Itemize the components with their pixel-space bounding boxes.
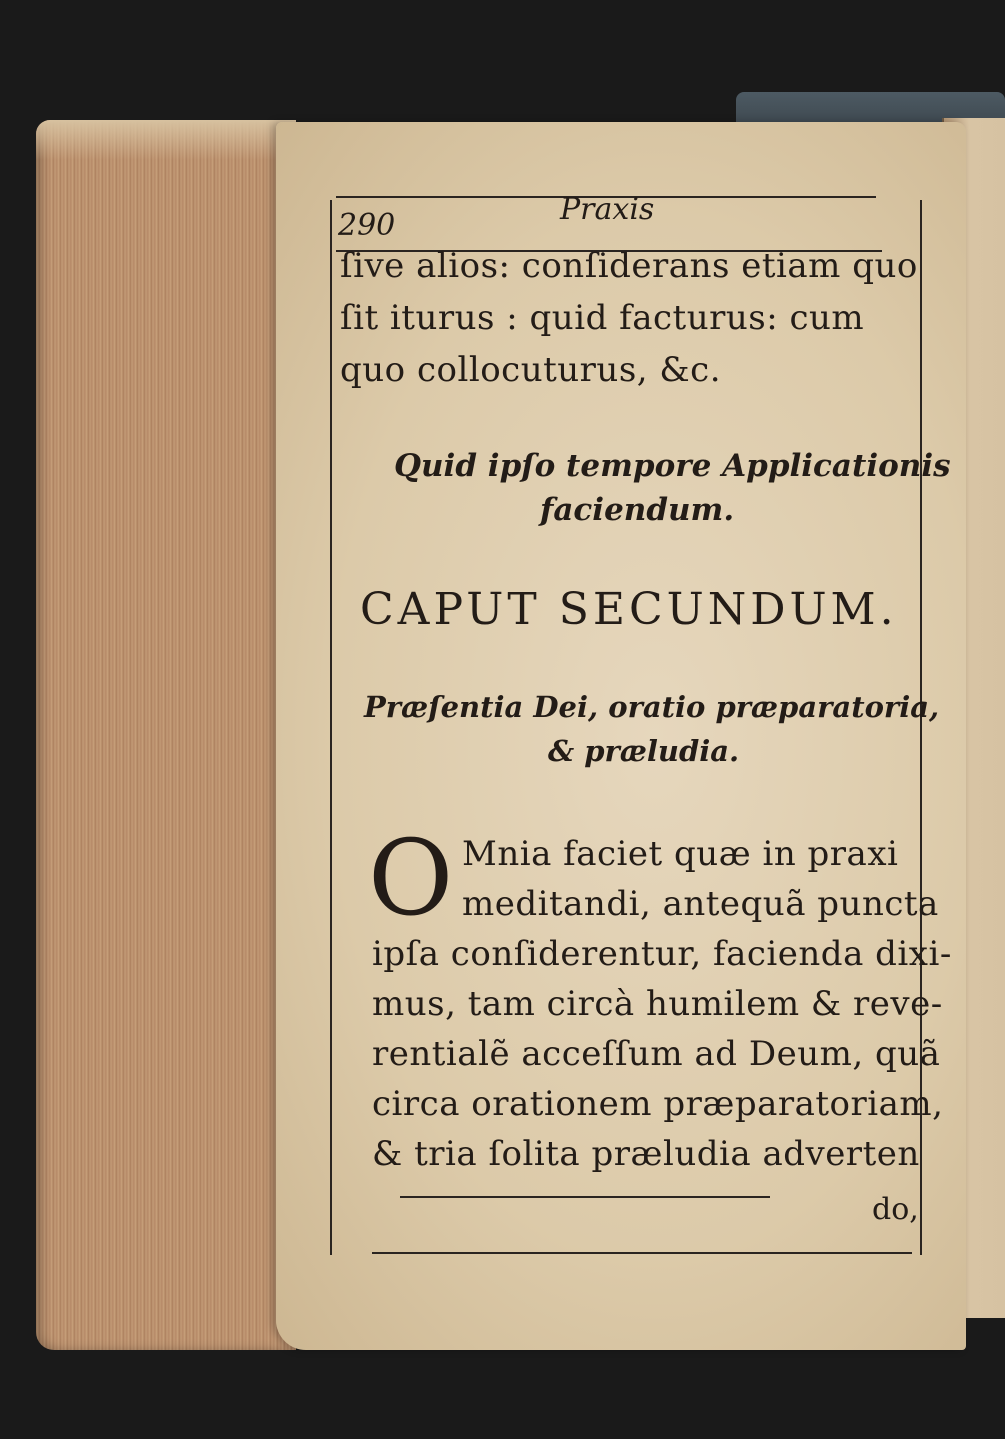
- body-line: ipſa conſiderentur, facienda dixi-: [372, 934, 952, 974]
- running-head: Praxis: [560, 192, 655, 227]
- page-edges: [36, 120, 296, 1350]
- body-line: rentialẽ acceſſum ad Deum, quã: [372, 1034, 941, 1074]
- body-line: ſit iturus : quid facturus: cum: [340, 298, 865, 338]
- drop-cap: O: [368, 817, 454, 939]
- frame-bottom-rule: [372, 1252, 912, 1254]
- body-line: circa orationem præparatoriam,: [372, 1084, 944, 1124]
- footer-rule: [400, 1196, 770, 1198]
- body-line: mus, tam circà humilem & reve-: [372, 984, 943, 1024]
- chapter-subtitle-line: & præludia.: [548, 734, 740, 768]
- page-number: 290: [338, 208, 396, 243]
- body-line: quo collocuturus, &c.: [340, 350, 721, 390]
- body-line: ſive alios: conſiderans etiam quo: [340, 246, 918, 286]
- body-line: & tria ſolita præludia adverten: [372, 1134, 920, 1174]
- body-line: meditandi, antequã puncta: [462, 884, 939, 924]
- chapter-title: CAPUT SECUNDUM.: [360, 584, 898, 635]
- chapter-subtitle-line: Præſentia Dei, oratio præparatoria,: [364, 690, 940, 724]
- section-heading-line: Quid ipſo tempore Applicationis: [394, 448, 951, 484]
- section-heading-line: faciendum.: [540, 492, 735, 528]
- body-line: Mnia faciet quæ in praxi: [462, 834, 899, 874]
- catchword: do,: [872, 1192, 919, 1227]
